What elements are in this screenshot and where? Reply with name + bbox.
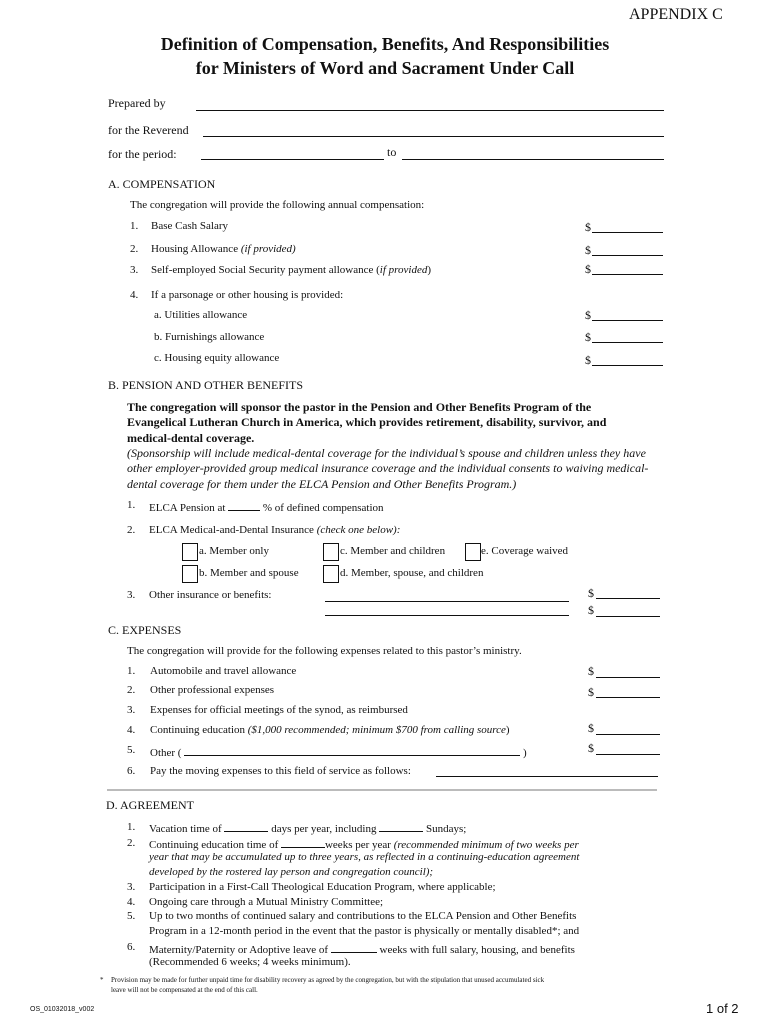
section-b-intro-3: medical-dental coverage. <box>127 431 255 445</box>
a1-currency: $ <box>585 220 591 234</box>
a3-currency: $ <box>585 262 591 276</box>
a2-currency: $ <box>585 243 591 257</box>
a4-num: 4. <box>130 289 139 301</box>
c2-num: 2. <box>127 684 136 696</box>
page-title-line1: Definition of Compensation, Benefits, And Responsibilities <box>160 34 610 54</box>
c5-label: Other ( ) <box>150 744 527 759</box>
a4b-label: b. Furnishings allowance <box>154 331 265 343</box>
d2-line2: year that may be accumulated up to three years, as reflected in a continuing-education agreement <box>149 851 580 863</box>
a1-amount-input[interactable] <box>592 232 663 233</box>
section-d-heading: D. AGREEMENT <box>106 798 194 812</box>
a3-num: 3. <box>130 264 139 276</box>
section-b-heading: B. PENSION AND OTHER BENEFITS <box>108 378 304 392</box>
a4a-label: a. Utilities allowance <box>154 309 248 321</box>
section-a-heading: A. COMPENSATION <box>108 177 216 191</box>
b1-label: ELCA Pension at % of defined compensation <box>149 499 384 514</box>
section-a-intro: The congregation will provide the following annual compensation: <box>130 199 425 211</box>
b2-label: ELCA Medical-and-Dental Insurance (check one below): <box>149 524 401 536</box>
continuing-ed-weeks-input[interactable] <box>281 836 325 848</box>
d5-num: 5. <box>127 910 136 922</box>
footnote-line1: Provision may be made for further unpaid time for disability recovery as agreed by the congregation, but with the stipulation that unused accumulated sick <box>111 976 545 984</box>
c1-currency: $ <box>588 664 594 678</box>
option-c-label: c. Member and children <box>340 545 446 557</box>
moving-expenses-input[interactable] <box>436 776 658 777</box>
d3-label: Participation in a First-Call Theological Education Program, where applicable; <box>149 881 496 893</box>
option-b-label: b. Member and spouse <box>199 567 299 579</box>
section-b-note-2: other employer-provided group medical insurance coverage and the individual consents to waiving medical- <box>127 461 649 475</box>
a4c-amount-input[interactable] <box>592 365 663 366</box>
page-title-line2: for Ministers of Word and Sacrament Under Call <box>195 58 575 78</box>
option-d-label: d. Member, spouse, and children <box>340 567 484 579</box>
d4-num: 4. <box>127 896 136 908</box>
d6-line2: (Recommended 6 weeks; 4 weeks minimum). <box>149 956 351 968</box>
option-e-label: e. Coverage waived <box>481 545 569 557</box>
prepared-by-input[interactable] <box>196 110 664 111</box>
page-number: 1 of 2 <box>706 1001 739 1016</box>
b3-num: 3. <box>127 589 136 601</box>
checkbox-member-and-spouse[interactable] <box>182 565 198 583</box>
section-b-intro-2: Evangelical Lutheran Church in America, which provides retirement, disability, survivor, and <box>127 415 607 429</box>
d4-label: Ongoing care through a Mutual Ministry Committee; <box>149 896 384 908</box>
a2-amount-input[interactable] <box>592 255 663 256</box>
d1-num: 1. <box>127 821 136 833</box>
footnote-line2: leave will not be compensated at the end of this call. <box>111 986 258 994</box>
reverend-input[interactable] <box>203 136 664 137</box>
c3-label: Expenses for official meetings of the synod, as reimbursed <box>150 704 408 716</box>
a4a-amount-input[interactable] <box>592 320 663 321</box>
d5-line1: Up to two months of continued salary and contributions to the ELCA Pension and Other Benefits <box>149 910 577 922</box>
b3-amount-input-1[interactable] <box>596 598 660 599</box>
appendix-label: APPENDIX C <box>629 6 723 23</box>
d3-num: 3. <box>127 881 136 893</box>
parental-leave-weeks-input[interactable] <box>331 941 377 953</box>
c5-num: 5. <box>127 744 136 756</box>
d6-label: Maternity/Paternity or Adoptive leave of weeks with full salary, housing, and benefits <box>149 941 575 956</box>
c2-amount-input[interactable] <box>596 697 660 698</box>
c5-currency: $ <box>588 741 594 755</box>
d1-label: Vacation time of days per year, including Sundays; <box>149 820 466 835</box>
other-benefits-input-1[interactable] <box>325 601 569 602</box>
d6-num: 6. <box>127 941 136 953</box>
section-b-intro-1: The congregation will sponsor the pastor in the Pension and Other Benefits Program of the <box>127 400 592 414</box>
c1-label: Automobile and travel allowance <box>150 665 297 677</box>
d2-num: 2. <box>127 837 136 849</box>
a4a-currency: $ <box>585 308 591 322</box>
pension-percent-input[interactable] <box>228 499 260 511</box>
c3-num: 3. <box>127 704 136 716</box>
c6-num: 6. <box>127 765 136 777</box>
b3-currency-1: $ <box>588 586 594 600</box>
period-start-input[interactable] <box>201 159 384 160</box>
a2-num: 2. <box>130 243 139 255</box>
period-label: for the period: <box>108 147 177 161</box>
checkbox-member-and-children[interactable] <box>323 543 339 561</box>
a4-label: If a parsonage or other housing is provided: <box>151 289 344 301</box>
a1-num: 1. <box>130 220 139 232</box>
section-divider <box>107 789 657 791</box>
a4c-label: c. Housing equity allowance <box>154 352 280 364</box>
checkbox-member-spouse-children[interactable] <box>323 565 339 583</box>
d2-line3: developed by the rostered lay person and congregation council); <box>149 866 434 878</box>
c5-amount-input[interactable] <box>596 754 660 755</box>
c1-amount-input[interactable] <box>596 677 660 678</box>
period-to-label: to <box>387 145 397 159</box>
a1-label: Base Cash Salary <box>151 220 228 232</box>
option-a-label: a. Member only <box>199 545 269 557</box>
a3-label: Self-employed Social Security payment allowance (if provided) <box>151 264 432 276</box>
vacation-days-input[interactable] <box>224 820 268 832</box>
form-code: OS_01032018_v002 <box>30 1006 95 1013</box>
vacation-sundays-input[interactable] <box>379 820 423 832</box>
c2-label: Other professional expenses <box>150 684 275 696</box>
c6-label: Pay the moving expenses to this field of service as follows: <box>150 765 411 777</box>
b3-currency-2: $ <box>588 603 594 617</box>
a2-label: Housing Allowance (if provided) <box>151 243 296 255</box>
a4b-currency: $ <box>585 330 591 344</box>
b1-num: 1. <box>127 499 136 511</box>
footnote-mark: * <box>100 976 104 984</box>
section-c-intro: The congregation will provide for the following expenses related to this pastor’s ministry. <box>127 645 522 657</box>
section-c-heading: C. EXPENSES <box>108 623 182 637</box>
other-benefits-input-2[interactable] <box>325 615 569 616</box>
c2-currency: $ <box>588 685 594 699</box>
other-expense-input[interactable] <box>184 744 520 756</box>
d2-label: Continuing education time of weeks per year (recommended minimum of two weeks per <box>149 836 579 851</box>
section-b-note-3: dental coverage for them under the ELCA Pension and Other Benefits Program.) <box>127 477 517 491</box>
d5-line2: Program in a 12-month period in the event that the pastor is physically or mentally disabled*; and <box>149 925 580 937</box>
checkbox-coverage-waived[interactable] <box>465 543 481 561</box>
b3-label: Other insurance or benefits: <box>149 589 272 601</box>
c4-num: 4. <box>127 724 136 736</box>
checkbox-member-only[interactable] <box>182 543 198 561</box>
section-b-note-1: (Sponsorship will include medical-dental coverage for the individual’s spouse and children unless they have <box>127 446 646 460</box>
period-end-input[interactable] <box>402 159 664 160</box>
a4b-amount-input[interactable] <box>592 342 663 343</box>
c4-amount-input[interactable] <box>596 734 660 735</box>
b3-amount-input-2[interactable] <box>596 616 660 617</box>
c1-num: 1. <box>127 665 136 677</box>
c4-label: Continuing education ($1,000 recommended; minimum $700 from calling source) <box>150 724 510 736</box>
c4-currency: $ <box>588 721 594 735</box>
b2-num: 2. <box>127 524 136 536</box>
prepared-by-label: Prepared by <box>108 96 166 110</box>
a3-amount-input[interactable] <box>592 274 663 275</box>
a4c-currency: $ <box>585 353 591 367</box>
reverend-label: for the Reverend <box>108 123 189 137</box>
